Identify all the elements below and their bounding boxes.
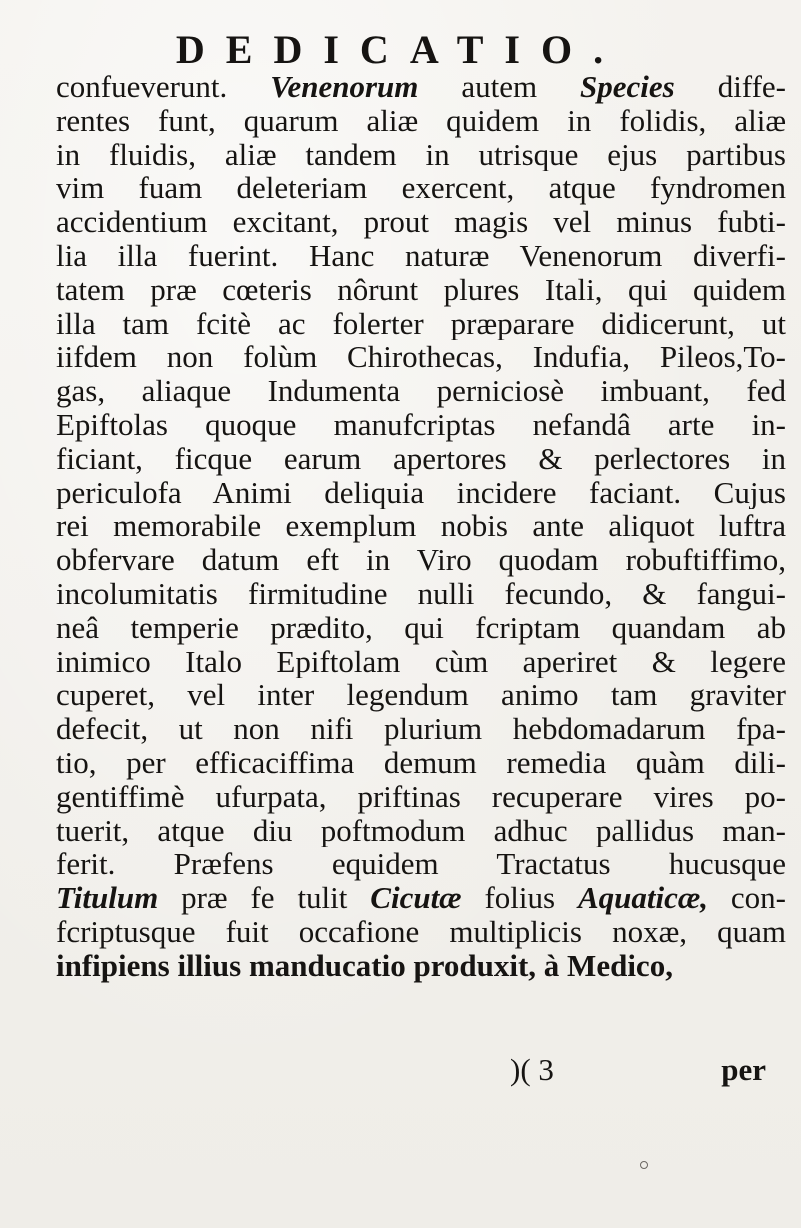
text-line: [56, 949, 786, 983]
text-segment: ferit. Præfens equidem Tractatus hucusque: [56, 847, 786, 882]
text-segment: rei memorabile exemplum nobis ante aliquot luftra: [56, 509, 786, 544]
text-segment: Titulum: [56, 881, 159, 915]
text-line: [56, 847, 786, 881]
text-segment: obfervare datum eft in Viro quodam robuftiffimo,: [56, 543, 786, 577]
text-line: [56, 746, 786, 780]
text-segment: gentiffimè ufurpata, priftinas recuperare vires po-: [56, 779, 786, 814]
text-line: [56, 814, 786, 848]
text-segment: lia illa fuerint. Hanc naturæ Venenorum diverfi-: [56, 238, 786, 273]
text-segment: tatem præ cœteris nôrunt plures Itali, qui quidem: [56, 272, 786, 307]
body-text: [56, 70, 786, 983]
text-segment: cuperet, vel inter legendum animo tam graviter: [56, 678, 786, 713]
text-line: [56, 611, 786, 645]
text-segment: folius: [461, 881, 578, 915]
text-segment: ficiant, ficque earum apertores & perlectores in: [56, 441, 786, 476]
text-segment: Aquaticæ,: [577, 881, 709, 915]
text-line: [56, 442, 786, 476]
text-segment: illa tam fcitè ac folerter præparare didicerunt, ut: [56, 306, 786, 341]
text-segment: in fluidis, aliæ tandem in utrisque ejus partibus: [56, 137, 786, 172]
text-segment: fcriptusque fuit occafione multiplicis noxæ, quam: [56, 914, 786, 949]
text-line: [56, 543, 786, 577]
text-line: [56, 70, 786, 104]
text-segment: infipiens illius manducatio produxit, à Medico,: [56, 947, 673, 983]
text-line: [56, 273, 786, 307]
text-line: [56, 645, 786, 679]
text-segment: periculofa Animi deliquia incidere faciant. Cujus: [56, 475, 786, 510]
text-line: [56, 712, 786, 746]
text-segment: præ fe tulit: [158, 881, 371, 915]
running-head: DEDICATIO.: [175, 27, 625, 72]
text-segment: neâ temperie prædito, qui fcriptam quandam ab: [56, 610, 786, 645]
text-line: [56, 205, 786, 239]
text-line: [56, 780, 786, 814]
text-line: [56, 577, 786, 611]
text-segment: gas, aliaque Indumenta perniciosè imbuant, fed: [56, 374, 786, 408]
text-line: [56, 678, 786, 712]
text-line: [56, 374, 786, 408]
text-segment: iifdem non folùm Chirothecas, Indufia, Pileos,To-: [56, 340, 786, 375]
text-line: [56, 476, 786, 510]
text-segment: incolumitatis firmitudine nulli fecundo, & fangui-: [56, 576, 786, 611]
paper-speck: [640, 1161, 648, 1169]
text-line: [56, 408, 786, 442]
text-line: [56, 881, 786, 915]
text-line: [56, 509, 786, 543]
text-segment: confueverunt.: [56, 70, 271, 104]
catchword: per: [721, 1052, 766, 1087]
text-line: [56, 307, 786, 341]
signature-mark: )( 3: [510, 1052, 554, 1087]
text-segment: diffe-: [674, 70, 786, 104]
text-segment: Venenorum: [270, 70, 419, 104]
text-segment: con-: [708, 881, 786, 915]
text-segment: vim fuam deleteriam exercent, atque fyndromen: [56, 171, 786, 206]
text-segment: tuerit, atque diu poftmodum adhuc pallidus man-: [56, 813, 786, 848]
text-line: [56, 239, 786, 273]
text-segment: tio, per efficaciffima demum remedia quàm dili-: [56, 745, 786, 780]
text-line: [56, 171, 786, 205]
text-line: [56, 340, 786, 374]
text-line: [56, 138, 786, 172]
text-line: [56, 915, 786, 949]
text-segment: autem: [418, 70, 581, 104]
text-segment: rentes funt, quarum aliæ quidem in folidis, aliæ: [56, 103, 786, 138]
text-segment: Epiftolas quoque manufcriptas nefandâ arte in-: [56, 407, 786, 442]
text-segment: Cicutæ: [370, 881, 462, 915]
text-segment: accidentium excitant, prout magis vel minus fubti-: [56, 205, 786, 239]
text-segment: Species: [580, 70, 675, 104]
text-segment: defecit, ut non nifi plurium hebdomadarum fpa-: [56, 712, 786, 746]
page-footer-row: [56, 1052, 786, 1088]
text-segment: inimico Italo Epiftolam cùm aperiret & legere: [56, 644, 786, 679]
text-line: [56, 104, 786, 138]
